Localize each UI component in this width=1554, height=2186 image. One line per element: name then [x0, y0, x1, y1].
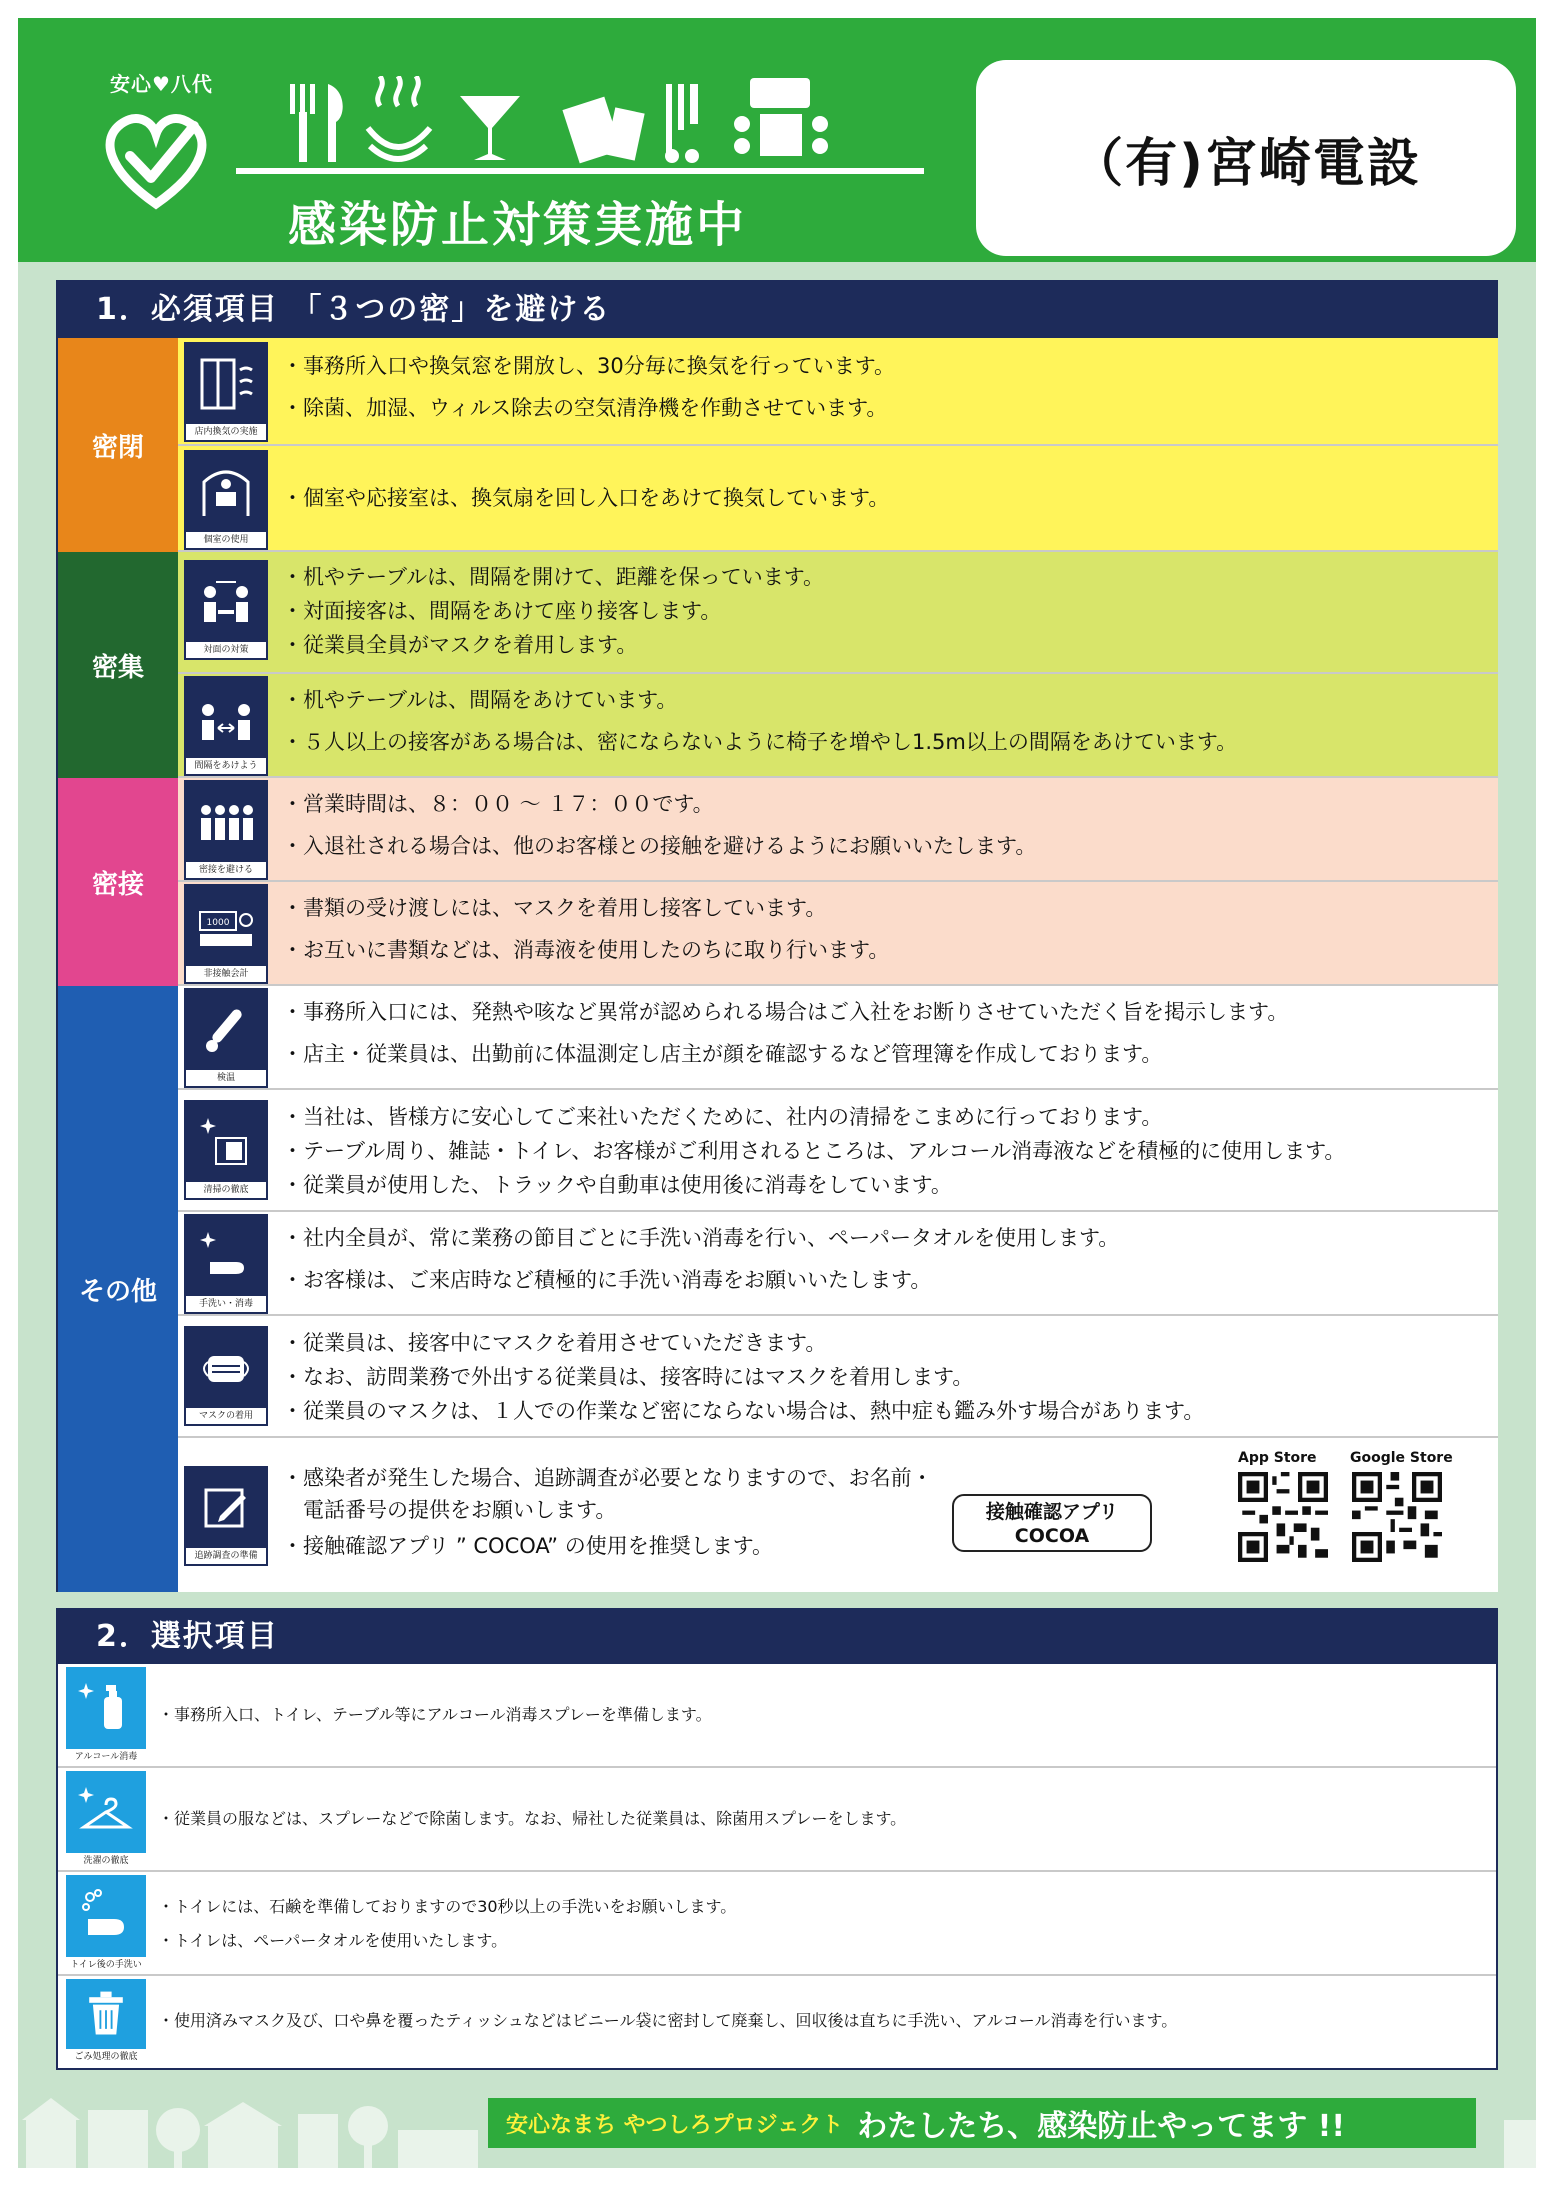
toilet-handwash-row: [58, 1872, 1496, 1976]
header-title: 感染防止対策実施中: [288, 197, 748, 253]
optional-items-section: [56, 1608, 1498, 2070]
laundry-row: [58, 1768, 1496, 1872]
temperature-row: [178, 986, 1498, 1090]
hanger-icon: 洗濯の徹底: [66, 1771, 146, 1869]
handwash-icon: 手洗い・消毒: [184, 1214, 268, 1314]
ventilation-row: [178, 338, 1498, 446]
face-to-face-icon: 対面の対策: [184, 560, 268, 660]
face-to-face-row: [178, 552, 1498, 674]
handwash-row: [178, 1212, 1498, 1316]
row-line: ・店主・従業員は、出勤前に体温測定し店主が顔を確認するなど管理簿を作成しております。: [282, 1042, 1163, 1066]
cleaning-icon: 清掃の徹底: [184, 1100, 268, 1200]
row-line: ・従業員が使用した、トラックや自動車は使用後に消毒をしています。: [282, 1173, 952, 1197]
distance-icon: 間隔をあけよう: [184, 676, 268, 776]
row-line: ・社内全員が、常に業務の節目ごとに手洗い消毒を行い、ペーパータオルを使用します。: [282, 1226, 1120, 1250]
row-line: ・対面接客は、間隔をあけて座り接客します。: [282, 599, 722, 623]
row-line: ・従業員は、接客中にマスクを着用させていただきます。: [282, 1331, 827, 1355]
company-name: （有)宮崎電設: [1071, 133, 1421, 194]
section2-title: 2．選択項目: [58, 1610, 1496, 1664]
category-label-close-contact: 密接: [58, 778, 178, 986]
category-label-other: その他: [58, 986, 178, 1592]
row-line: ・感染者が発生した場合、追跡調査が必要となりますので、お名前・: [282, 1466, 933, 1490]
header-banner: [18, 18, 1536, 262]
category-label-crowded-places: 密集: [58, 552, 178, 778]
category-label-closed-spaces: 密閉: [58, 338, 178, 552]
row-line: ・営業時間は、８：００ ～ １７：００です。: [282, 792, 714, 816]
row-line: ・机やテーブルは、間隔をあけています。: [282, 688, 678, 712]
slogan-text: わたしたち、感染防止やってます !!: [857, 2109, 1346, 2144]
row-line: ・従業員の服などは、スプレーなどで除菌します。なお、帰社した従業員は、除菌用スプレーをします。: [158, 1809, 907, 1828]
row-line: ・テーブル周り、雑誌・トイレ、お客様がご利用されるところは、アルコール消毒液などを積極的に使用します。: [282, 1139, 1346, 1163]
row-line: ・当社は、皆様方に安心してご来社いただくために、社内の清掃をこまめに行っております。: [282, 1105, 1163, 1129]
header-divider: [236, 168, 924, 174]
private-room-row: [178, 446, 1498, 552]
google-store-qr-code[interactable]: [1352, 1472, 1442, 1562]
crowd-icon: 密接を避ける: [184, 780, 268, 880]
row-line: ・入退社される場合は、他のお客様との接触を避けるようにお願いいたします。: [282, 834, 1037, 858]
row-line: ・５人以上の接客がある場合は、密にならないように椅子を増やし1.5m以上の間隔をあけています。: [282, 730, 1238, 754]
row-line: ・従業員のマスクは、１人での作業など密にならない場合は、熱中症も鑑み外す場合があります。: [282, 1399, 1205, 1423]
project-name: 安心なまち やつしろプロジェクト: [506, 2112, 844, 2138]
google-store-label: Google Store: [1350, 1450, 1453, 1466]
row-line: ・トイレは、ペーパータオルを使用いたします。: [158, 1931, 508, 1950]
row-line: ・事務所入口には、発熱や咳など異常が認められる場合はご入社をお断りさせていただく旨を掲示します。: [282, 1000, 1289, 1024]
distance-row: [178, 674, 1498, 778]
alcohol-spray-row: [58, 1664, 1496, 1768]
contactless-payment-icon: 1000 非接触会計: [184, 884, 268, 984]
row-line: ・事務所入口、トイレ、テーブル等にアルコール消毒スプレーを準備します。: [158, 1705, 712, 1724]
window-ventilation-icon: 店内換気の実施: [184, 342, 268, 442]
row-line: ・トイレには、石鹸を準備しておりますので30秒以上の手洗いをお願いします。: [158, 1897, 737, 1916]
documents-row: [178, 882, 1498, 986]
toilet-handwash-icon: トイレ後の手洗い: [66, 1875, 146, 1973]
mask-icon: マスクの着用: [184, 1326, 268, 1426]
row-line: ・従業員全員がマスクを着用します。: [282, 633, 638, 657]
trash-row: [58, 1976, 1496, 2068]
row-line: ・除菌、加湿、ウィルス除去の空気清浄機を作動させています。: [282, 396, 888, 420]
cleaning-row: [178, 1090, 1498, 1212]
footer-slogan-bar: [488, 2098, 1476, 2148]
row-line: 電話番号の提供をお願いします。: [282, 1498, 617, 1522]
alcohol-spray-icon: アルコール消毒: [66, 1667, 146, 1765]
company-name-box: [976, 60, 1516, 256]
tracing-icon: 追跡調査の準備: [184, 1466, 268, 1566]
trash-can-icon: ごみ処理の徹底: [66, 1979, 146, 2065]
row-line: ・接触確認アプリ ” COCOA” の使用を推奨します。: [282, 1534, 774, 1558]
logo-text: 安心♥八代: [110, 72, 213, 96]
required-items-section: [56, 280, 1498, 1592]
facility-icons-strip: [280, 76, 900, 166]
row-line: ・使用済みマスク及び、口や鼻を覆ったティッシュなどはビニール袋に密封して廃棄し、回収後は直ちに手洗い、アルコール消毒を行います。: [158, 2011, 1178, 2030]
private-room-icon: 個室の使用: [184, 450, 268, 550]
thermometer-icon: 検温: [184, 988, 268, 1088]
svg-text:1000: 1000: [206, 918, 230, 928]
app-store-label: App Store: [1238, 1450, 1317, 1466]
mask-row: [178, 1316, 1498, 1438]
heart-check-logo-icon: [96, 104, 216, 214]
row-line: ・机やテーブルは、間隔を開けて、距離を保っています。: [282, 565, 825, 589]
row-line: ・書類の受け渡しには、マスクを着用し接客しています。: [282, 896, 827, 920]
row-line: ・なお、訪問業務で外出する従業員は、接客時にはマスクを着用します。: [282, 1365, 974, 1389]
row-line: ・事務所入口や換気窓を開放し、30分毎に換気を行っています。: [282, 354, 896, 378]
section1-title: 1．必須項目 「３つの密」を避ける: [58, 282, 1496, 338]
app-store-qr-code[interactable]: [1238, 1472, 1328, 1562]
row-line: ・お客様は、ご来店時など積極的に手洗い消毒をお願いいたします。: [282, 1268, 932, 1292]
business-hours-row: [178, 778, 1498, 882]
cocoa-app-badge[interactable]: 接触確認アプリ COCOA: [952, 1494, 1152, 1552]
row-line: ・個室や応接室は、換気扇を回し入口をあけて換気しています。: [282, 486, 890, 510]
row-line: ・お互いに書類などは、消毒液を使用したのちに取り行います。: [282, 938, 890, 962]
